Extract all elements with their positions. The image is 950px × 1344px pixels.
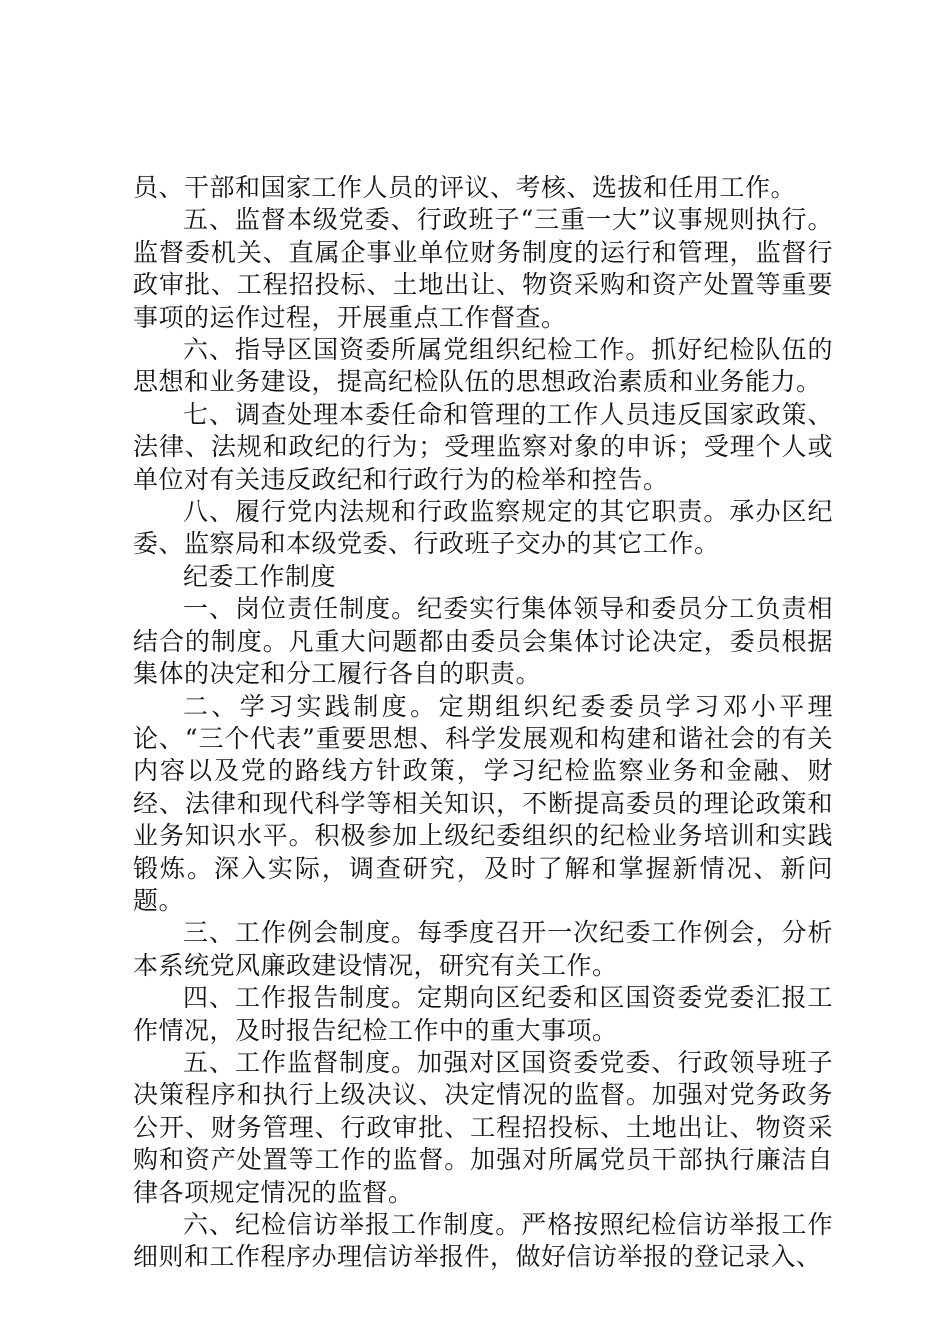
paragraph-rule-4-report: 四、工作报告制度。定期向区纪委和区国资委党委汇报工作情况，及时报告纪检工作中的重大事项。	[133, 983, 833, 1045]
paragraph-continued: 员、干部和国家工作人员的评议、考核、选拔和任用工作。	[133, 173, 797, 202]
paragraph-item-7-investigation: 七、调查处理本委任命和管理的工作人员违反国家政策、法律、法规和政纪的行为；受理监察对象的申诉；受理个人或单位对有关违反政纪和行政行为的检举和控告。	[133, 399, 833, 494]
paragraph-item-5-supervision: 五、监督本级党委、行政班子“三重一大”议事规则执行。监督委机关、直属企事业单位财务制度的运行和管理，监督行政审批、工程招投标、土地出让、物资采购和资产处置等重要事项的运作过程，开展重点工作督查。	[133, 205, 833, 332]
paragraph-rule-2-study: 二、学习实践制度。定期组织纪委委员学习邓小平理论、“三个代表”重要思想、科学发展观和构建和谐社会的有关内容以及党的路线方针政策，学习纪检监察业务和金融、财经、法律和现代科学等相关知识，不断提高委员的理论政策和业务知识水平。积极参加上级纪委组织的纪检业务培训和实践锻炼。深入实际，调查研究，及时了解和掌握新情况、新问题。	[133, 691, 833, 915]
section-heading: 纪委工作制度	[183, 561, 337, 591]
paragraph-rule-1-responsibility: 一、岗位责任制度。纪委实行集体领导和委员分工负责相结合的制度。凡重大问题都由委员会集体讨论决定，委员根据集体的决定和分工履行各自的职责。	[133, 594, 833, 689]
paragraph-rule-3-meeting: 三、工作例会制度。每季度召开一次纪委工作例会，分析本系统党风廉政建设情况，研究有关工作。	[133, 918, 833, 980]
paragraph-item-8-other-duties: 八、履行党内法规和行政监察规定的其它职责。承办区纪委、监察局和本级党委、行政班子交办的其它工作。	[133, 497, 833, 559]
paragraph-rule-6-petition: 六、纪检信访举报工作制度。严格按照纪检信访举报工作细则和工作程序办理信访举报件，做好信访举报的登记录入、	[133, 1210, 833, 1272]
document-body	[133, 172, 833, 1274]
paragraph-item-6-guidance: 六、指导区国资委所属党组织纪检工作。抓好纪检队伍的思想和业务建设，提高纪检队伍的思想政治素质和业务能力。	[133, 335, 833, 397]
paragraph-rule-5-supervision: 五、工作监督制度。加强对区国资委党委、行政领导班子决策程序和执行上级决议、决定情况的监督。加强对党务政务公开、财务管理、行政审批、工程招投标、土地出让、物资采购和资产处置等工作的监督。加强对所属党员干部执行廉洁自律各项规定情况的监督。	[133, 1047, 833, 1207]
